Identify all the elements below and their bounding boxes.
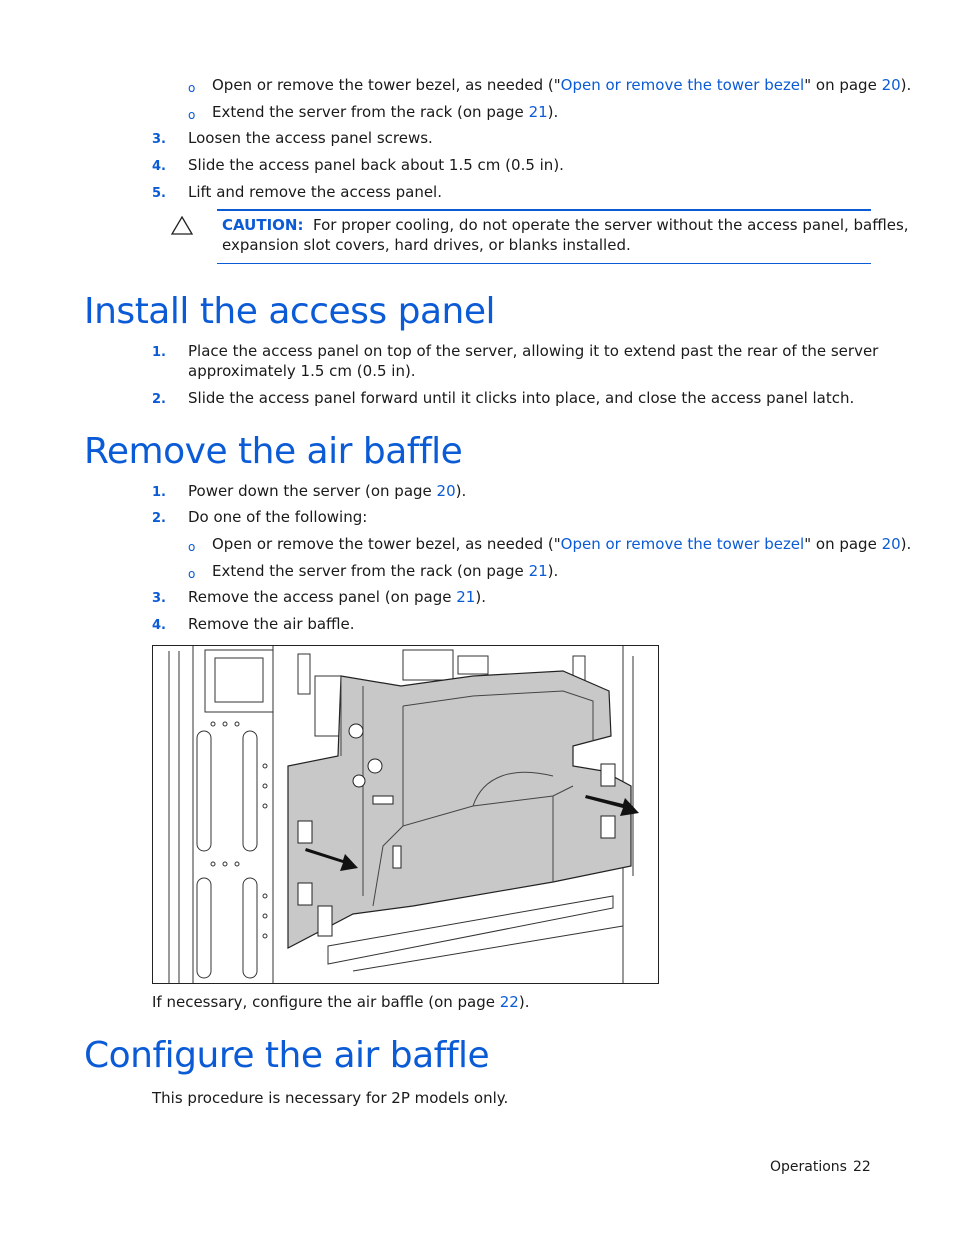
sub-item-extend: Extend the server from the rack (on page 21). <box>212 103 559 121</box>
sub-item-extend: Extend the server from the rack (on page 21). <box>212 562 559 580</box>
footer-section-name: Operations <box>770 1159 847 1175</box>
link-page[interactable]: 20 <box>881 76 901 94</box>
heading-install-access-panel: Install the access panel <box>84 291 495 332</box>
link-page[interactable]: 21 <box>528 103 548 121</box>
link-page[interactable]: 22 <box>499 993 519 1011</box>
air-baffle-illustration <box>152 645 659 984</box>
step-text: Do one of the following: <box>188 508 368 526</box>
link-page[interactable]: 21 <box>528 562 548 580</box>
step-text: Remove the air baffle. <box>188 615 355 633</box>
link-open-tower-bezel[interactable]: Open or remove the tower bezel <box>560 535 805 553</box>
link-open-tower-bezel[interactable]: Open or remove the tower bezel <box>560 76 805 94</box>
step-number: 1. <box>152 345 166 360</box>
server-chassis-drawing <box>153 646 658 983</box>
warning-triangle-icon <box>171 216 193 235</box>
step-number: 4. <box>152 159 166 174</box>
sub-bullet: o <box>188 108 196 122</box>
step-text: Slide the access panel back about 1.5 cm (0.5 in). <box>188 156 564 174</box>
step-number: 5. <box>152 186 166 201</box>
step-power-down: Power down the server (on page 20). <box>188 482 467 500</box>
step-number: 4. <box>152 618 166 633</box>
step-remove-access-panel: Remove the access panel (on page 21). <box>188 588 486 606</box>
heading-remove-air-baffle: Remove the air baffle <box>84 431 463 472</box>
link-page[interactable]: 21 <box>456 588 476 606</box>
step-text: Slide the access panel forward until it clicks into place, and close the access panel latch. <box>188 389 855 407</box>
sub-bullet: o <box>188 540 196 554</box>
caution-label: CAUTION: <box>222 216 304 234</box>
step-number: 2. <box>152 392 166 407</box>
link-page[interactable]: 20 <box>881 535 901 553</box>
caution-box <box>217 209 909 264</box>
heading-configure-air-baffle: Configure the air baffle <box>84 1035 490 1076</box>
step-number: 3. <box>152 591 166 606</box>
caution-line-2: expansion slot covers, hard drives, or blanks installed. <box>222 236 631 254</box>
caution-line-1: CAUTION: For proper cooling, do not operate the server without the access panel, baffles, <box>222 216 909 234</box>
configure-text: This procedure is necessary for 2P models only. <box>152 1089 509 1107</box>
sub-item-bezel: Open or remove the tower bezel, as needed ("Open or remove the tower bezel" on page 20). <box>212 535 912 553</box>
step-number: 2. <box>152 511 166 526</box>
step-text-continued: approximately 1.5 cm (0.5 in). <box>188 362 416 380</box>
step-text: Loosen the access panel screws. <box>188 129 433 147</box>
footer-page-number: 22 <box>853 1159 871 1175</box>
link-page[interactable]: 20 <box>436 482 456 500</box>
step-text: Lift and remove the access panel. <box>188 183 442 201</box>
configure-note: If necessary, configure the air baffle (on page 22). <box>152 993 530 1011</box>
sub-bullet: o <box>188 567 196 581</box>
step-number: 3. <box>152 132 166 147</box>
sub-bullet: o <box>188 81 196 95</box>
sub-item-bezel: Open or remove the tower bezel, as needed ("Open or remove the tower bezel" on page 20). <box>212 76 912 94</box>
step-text: Place the access panel on top of the server, allowing it to extend past the rear of the server <box>188 342 879 360</box>
step-number: 1. <box>152 485 166 500</box>
